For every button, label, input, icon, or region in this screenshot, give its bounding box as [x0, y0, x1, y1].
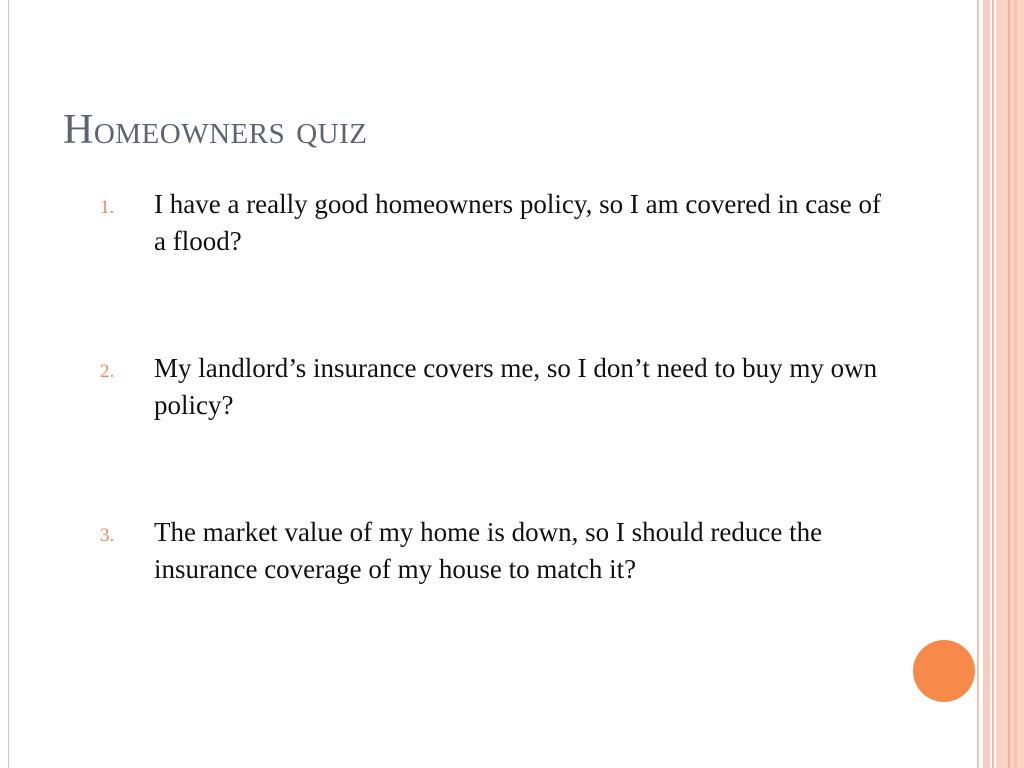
quiz-item: [100, 186, 890, 260]
quiz-item-text: My landlord’s insurance covers me, so I don’t need to buy my own policy?: [154, 353, 878, 420]
decorative-stripe: [977, 0, 979, 768]
frame-line-left: [8, 0, 9, 768]
decorative-stripe: [1008, 0, 1010, 768]
accent-circle-icon: [913, 640, 975, 702]
decorative-stripe: [1014, 0, 1017, 768]
quiz-item-text: I have a really good homeowners policy, so I am covered in case of a flood?: [154, 189, 881, 256]
quiz-item-number: 2.: [100, 361, 115, 382]
quiz-item-text: The market value of my home is down, so I should reduce the insurance coverage of my house to match it?: [154, 517, 823, 584]
quiz-item-number: 3.: [100, 525, 115, 546]
quiz-item: [100, 350, 890, 424]
quiz-item-number: 1.: [100, 197, 115, 218]
quiz-list: [100, 186, 890, 588]
quiz-item: [100, 514, 890, 588]
decorative-stripe-band: [996, 0, 1024, 768]
slide-title: Homeowners quiz: [63, 107, 368, 153]
decorative-stripe: [992, 0, 994, 768]
decorative-stripe: [983, 0, 990, 768]
